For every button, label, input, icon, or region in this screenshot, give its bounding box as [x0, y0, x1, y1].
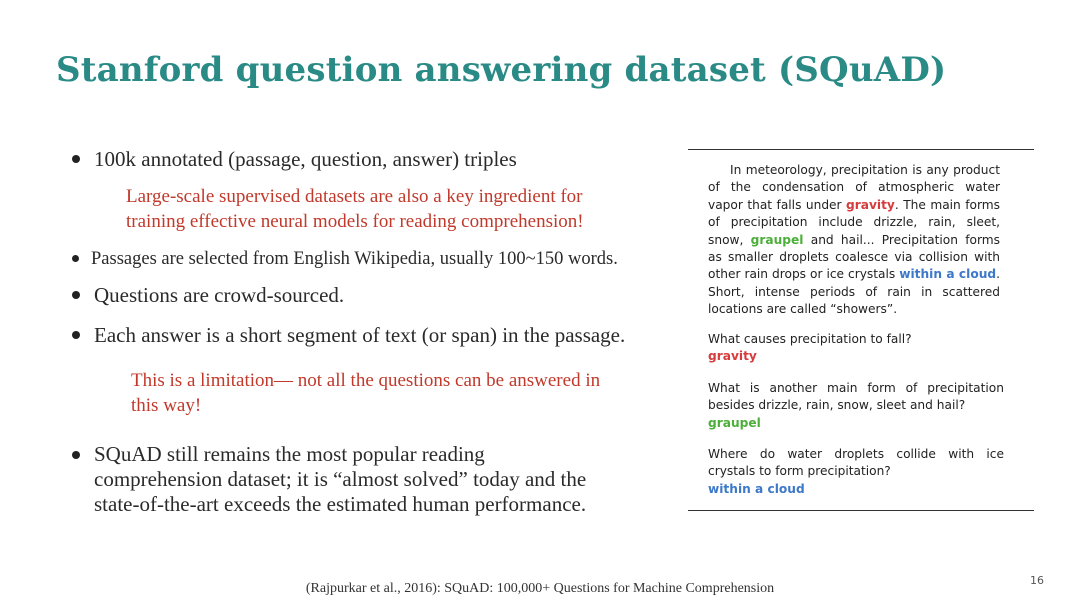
bullet-span	[72, 322, 692, 348]
example-passage	[708, 162, 1000, 319]
bullet-dot	[72, 451, 80, 459]
passage-text: . Short, intense periods of rain in scattered locations are called “showers”.	[708, 267, 1000, 317]
qa-item	[708, 331, 1004, 366]
note-supervised: Large-scale supervised datasets are also a key ingredient for training effective neural models for reading comprehension!	[126, 186, 584, 232]
answer-text: gravity	[708, 349, 757, 364]
answer-highlight-gravity: gravity	[846, 197, 895, 212]
passage-text: In meteorology, precipitation is any product of the condensation of atmospheric water vapor that falls under	[708, 163, 1000, 212]
slide-title: Stanford question answering dataset (SQuAD)	[56, 50, 947, 90]
page-number: 16	[1030, 574, 1044, 587]
bullet-squad-status	[72, 442, 632, 517]
bullet-dot	[72, 155, 80, 163]
bullet-text: SQuAD still remains the most popular reading comprehension dataset; it is “almost solved” today and the state-of-the-art exceeds the estimated human performance.	[94, 442, 587, 516]
bullet-dot	[72, 255, 79, 262]
note-limitation: This is a limitation— not all the questions can be answered in this way!	[131, 370, 601, 416]
answer-text: within a cloud	[708, 481, 805, 496]
question-text: What is another main form of precipitation besides drizzle, rain, snow, sleet and hail?	[708, 381, 1004, 413]
question-text: What causes precipitation to fall?	[708, 332, 912, 346]
bullet-crowdsourced	[72, 282, 344, 308]
question-text: Where do water droplets collide with ice crystals to form precipitation?	[708, 447, 1004, 479]
bullet-passages	[72, 246, 692, 272]
qa-item	[708, 380, 1004, 432]
bullet-dot	[72, 291, 80, 299]
answer-highlight-graupel: graupel	[750, 232, 804, 247]
bullet-text: Each answer is a short segment of text (or span) in the passage.	[94, 323, 626, 347]
bullet-text: Passages are selected from English Wikipedia, usually 100~150 words.	[91, 249, 618, 269]
bullet-dot	[72, 331, 80, 339]
passage-text: . The main forms of precipitation include drizzle, rain, sleet, snow,	[708, 197, 1000, 247]
bullet-text: 100k annotated (passage, question, answer) triples	[94, 147, 517, 171]
qa-item	[708, 446, 1004, 498]
example-panel	[688, 149, 1034, 511]
citation: (Rajpurkar et al., 2016): SQuAD: 100,000+ Questions for Machine Comprehension	[305, 581, 775, 596]
answer-highlight-cloud: within a cloud	[899, 267, 997, 282]
answer-text: graupel	[708, 415, 761, 430]
bullet-text: Questions are crowd-sourced.	[94, 283, 345, 307]
bullet-triples	[72, 146, 517, 172]
passage-text: and hail... Precipitation forms as smaller droplets coalesce via collision with other rain drops or ice crystals	[708, 232, 1000, 282]
